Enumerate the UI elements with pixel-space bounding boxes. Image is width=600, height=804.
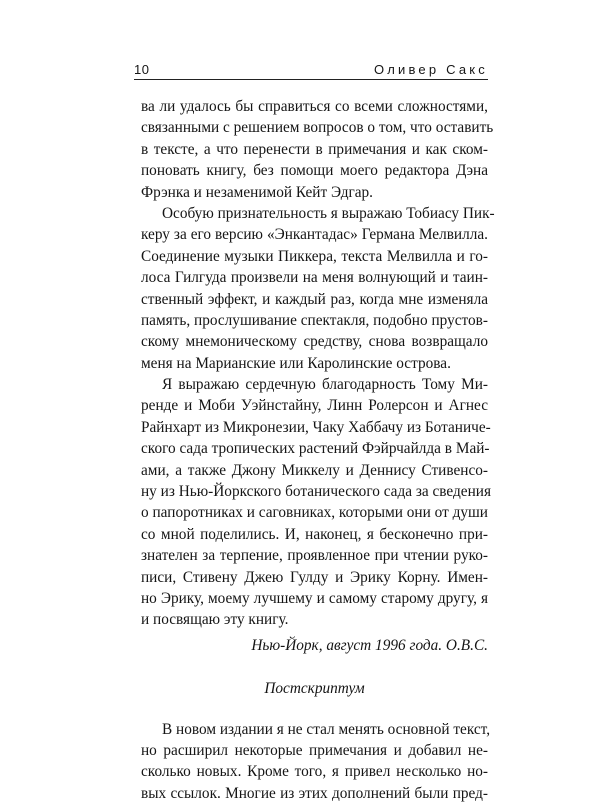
text-line: вых ссылок. Многие из этих дополнений были пред-: [141, 784, 488, 802]
text-line: со мной поделились. И, наконец, я бесконечно при-: [141, 525, 488, 543]
paragraph-3: [141, 374, 492, 631]
text-line: связанными с решением вопросов о том, что оставить: [141, 119, 494, 137]
text-line: но Эрику, моему лучшему и самому старому другу, я: [141, 589, 488, 607]
text-line: знателен за терпение, проявленное при чтении руко-: [141, 547, 488, 565]
running-title: Оливер Сакс: [374, 62, 488, 77]
paragraph-1: [141, 96, 494, 203]
text-line: скому мнемоническому средству, снова возвращало: [141, 333, 488, 351]
text-line: поновать книгу, без помощи моего редактора Дэна: [141, 162, 488, 180]
running-head: [134, 57, 488, 77]
text-line: меня на Марианские или Каролинские острова.: [141, 354, 451, 372]
text-line: керу за его версию «Энкантадас» Германа Мелвилла.: [141, 226, 488, 244]
text-line: писи, Стивену Джею Гулду и Эрику Корну. Имен-: [141, 568, 488, 586]
text-line: В новом издании я не стал менять основной текст,: [162, 720, 491, 738]
text-line: в тексте, а что перенести в примечания и как ском-: [141, 140, 488, 158]
text-line: ну из Нью-Йоркского ботанического сада за сведения: [141, 483, 492, 501]
text-line: и посвящаю эту книгу.: [141, 611, 289, 629]
header-rule: [134, 79, 488, 80]
text-line: сколько новых. Кроме того, я привел несколько но-: [141, 763, 488, 781]
page-number: 10: [134, 62, 150, 77]
text-line: Райнхарт из Микронезии, Чаку Хаббачу из Ботаниче-: [141, 418, 491, 436]
text-line: Особую признательность я выражаю Тобиасу Пик-: [162, 204, 495, 222]
text-line: лоса Гилгуда произвели на меня волнующий и таин-: [141, 269, 488, 287]
postscript-paragraph: [141, 719, 491, 804]
body-text: [141, 96, 495, 804]
paragraph-2: [141, 203, 495, 374]
postscript-heading: Постскриптум: [264, 680, 365, 698]
text-line: ственный эффект, и каждый раз, когда мне изменяла: [141, 290, 488, 308]
text-line: о папоротниках и саговниках, которыми они от души: [141, 504, 488, 522]
text-line: Соединение музыки Пиккера, текста Мелвилла и го-: [141, 247, 488, 265]
signature: Нью-Йорк, август 1996 года. О.В.С.: [251, 636, 488, 654]
text-line: Фрэнка и незаменимой Кейт Эдгар.: [141, 183, 374, 201]
text-line: ва ли удалось бы справиться со всеми сложностями,: [141, 98, 488, 115]
text-line: но расширил некоторые примечания и добавил не-: [141, 741, 488, 759]
text-line: ренде и Моби Уэйнстайну, Линн Ролерсон и Агнес: [141, 397, 488, 415]
text-line: память, прослушивание спектакля, подобно прустов-: [141, 311, 488, 329]
text-line: Я выражаю сердечную благодарность Тому Ми-: [162, 376, 488, 394]
text-line: ского сада тропических растений Фэйрчайлда в Май-: [141, 440, 490, 458]
text-line: ами, а также Джону Миккелу и Деннису Стивенсо-: [141, 461, 488, 479]
